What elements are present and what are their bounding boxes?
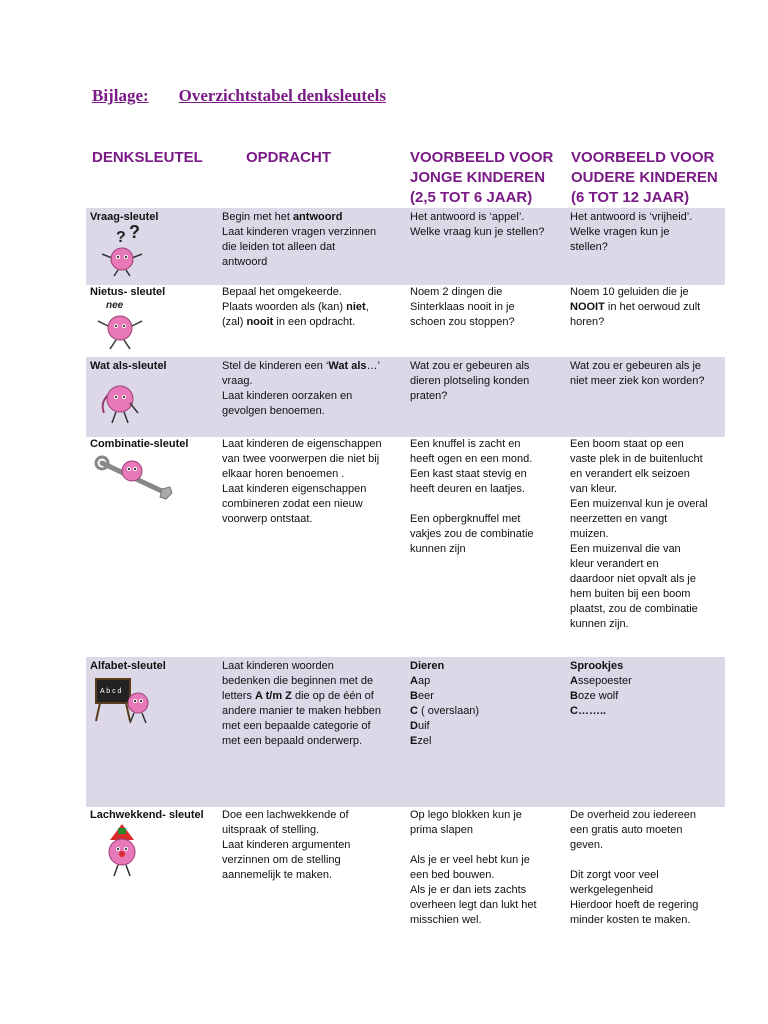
cell-line [222, 255, 406, 270]
text: overheen legt dan lukt het [410, 899, 537, 911]
text: antwoord [222, 256, 268, 268]
text: gevolgen benoemen. [222, 405, 325, 417]
text: hem buiten bij een boom [570, 588, 691, 600]
cell-line [410, 868, 566, 883]
text: een gratis auto moeten [570, 824, 683, 836]
text: Het antwoord is ‘appel’. [410, 211, 525, 223]
opdracht-cell [222, 808, 406, 883]
cell-line [570, 617, 722, 632]
text: Hierdoor hoeft de regering [570, 899, 699, 911]
text: stellen? [570, 241, 608, 253]
text: Welke vraag kun je stellen? [410, 226, 545, 238]
cell-line [410, 467, 566, 482]
cell-line [410, 808, 566, 823]
text: zel [417, 735, 432, 747]
text: Wat zou er gebeuren als je [570, 360, 702, 372]
text: Welke vragen kun je [570, 226, 670, 238]
text: ssepoester [577, 675, 632, 687]
cell-line [222, 452, 406, 467]
cell-line [410, 359, 566, 374]
text: minder kosten te maken. [570, 914, 691, 926]
text: Sinterklaas nooit in je [410, 301, 515, 313]
cell-line [222, 689, 406, 704]
cell-line [410, 853, 566, 868]
text: , [365, 301, 369, 313]
cell-line [410, 512, 566, 527]
cell-line [570, 374, 722, 389]
text: kunnen zijn. [570, 618, 629, 630]
cell-line [222, 853, 406, 868]
text: werkgelegenheid [570, 884, 654, 896]
text: uif [417, 720, 430, 732]
bold-text: antwoord [292, 211, 343, 223]
bold-text: A [410, 675, 418, 687]
cell-line [222, 482, 406, 497]
bold-text: D [410, 720, 418, 732]
table-row [86, 657, 725, 807]
text: kunnen zijn [410, 543, 466, 555]
cell-line [410, 719, 566, 734]
bold-text: A [570, 675, 578, 687]
cell-line [570, 359, 722, 374]
opdracht-cell [222, 210, 406, 270]
text: Stel de kinderen een ‘ [222, 360, 329, 372]
bold-text: Wat als [328, 360, 367, 372]
cell-line [570, 527, 722, 542]
key-name: Combinatie-sleutel [90, 438, 189, 450]
text: horen? [570, 316, 605, 328]
document-title [92, 86, 386, 106]
key-name: Alfabet-sleutel [90, 660, 166, 672]
cell-line [570, 898, 722, 913]
cell-line [410, 883, 566, 898]
text: muizen. [570, 528, 609, 540]
cell-line [570, 240, 722, 255]
nee-character-icon [92, 299, 148, 353]
bold-text: nooit [246, 316, 274, 328]
cell-line [410, 210, 566, 225]
cell-line [570, 315, 722, 330]
cell-line [570, 674, 722, 689]
bold-text: B [410, 690, 418, 702]
cell-line [222, 225, 406, 240]
svg-text:?: ? [129, 224, 140, 242]
cell-line [222, 808, 406, 823]
cell-line [222, 868, 406, 883]
cell-line [570, 868, 722, 883]
young-example-cell [410, 285, 566, 330]
text: combineren zodat een nieuw [222, 498, 363, 510]
bold-text: A t/m Z [255, 690, 292, 702]
cell-line [222, 704, 406, 719]
cell-line [222, 210, 406, 225]
title-main: Overzichtstabel denksleutels [178, 86, 386, 105]
cell-line [410, 542, 566, 557]
cell-line [410, 689, 566, 704]
cell-line [222, 315, 406, 330]
text: Laat kinderen vragen verzinnen [222, 226, 377, 238]
header-denksleutel: DENKSLEUTEL [92, 149, 203, 166]
text: prima slapen [410, 824, 473, 836]
key-name: Wat als-sleutel [90, 360, 167, 372]
cell-line [570, 808, 722, 823]
header-opdracht: OPDRACHT [246, 149, 331, 166]
young-example-cell [410, 210, 566, 240]
text: Noem 10 geluiden die je [570, 286, 689, 298]
wrench-character-icon [92, 453, 176, 503]
cell-line [410, 374, 566, 389]
cell-line [570, 512, 722, 527]
cell-line [410, 482, 566, 497]
older-example-cell [570, 285, 722, 330]
cell-line [222, 719, 406, 734]
cell-line [410, 315, 566, 330]
text: bedenken die beginnen met de [222, 675, 374, 687]
text: Op lego blokken kun je [410, 809, 522, 821]
text: Als je er dan iets zachts [410, 884, 527, 896]
text: in een opdracht. [273, 316, 356, 328]
text: verzinnen om de stelling [222, 854, 341, 866]
opdracht-cell [222, 659, 406, 749]
bold-text: Dieren [410, 660, 445, 672]
cell-line [410, 300, 566, 315]
text: geven. [570, 839, 604, 851]
cell-line [570, 883, 722, 898]
text: plaatst, zou de combinatie [570, 603, 698, 615]
cell-line [570, 659, 722, 674]
key-name: Nietus- sleutel [90, 286, 166, 298]
cell-line [222, 300, 406, 315]
table-row [86, 435, 725, 657]
text: vaste plek in de buitenlucht [570, 453, 703, 465]
bold-text: niet [346, 301, 366, 313]
text: met een bepaald onderwerp. [222, 735, 363, 747]
text: daardoor niet opvalt als je [570, 573, 696, 585]
text: schoen zou stoppen? [410, 316, 515, 328]
text: misschien wel. [410, 914, 482, 926]
bold-text: C [410, 705, 418, 717]
cell-line [570, 823, 722, 838]
text: Een knuffel is zacht en [410, 438, 521, 450]
text: Laat kinderen oorzaken en [222, 390, 353, 402]
text: eer [417, 690, 434, 702]
text: Begin met het [222, 211, 293, 223]
young-example-cell [410, 437, 566, 557]
older-example-cell [570, 437, 722, 632]
text: voorwerp ontstaat. [222, 513, 313, 525]
bold-text: B [570, 690, 578, 702]
cell-line [570, 437, 722, 452]
cell-line [570, 210, 722, 225]
cell-line [570, 300, 722, 315]
key-name: Lachwekkend- sleutel [90, 809, 204, 821]
text: heeft deuren en laatjes. [410, 483, 525, 495]
cell-line [570, 587, 722, 602]
text: praten? [410, 390, 448, 402]
text: uitspraak of stelling. [222, 824, 320, 836]
cell-line [410, 734, 566, 749]
question-marks-character-icon [94, 224, 150, 278]
text: met een bepaalde categorie of [222, 720, 371, 732]
older-example-cell [570, 210, 722, 255]
text: vraag. [222, 375, 253, 387]
text: Laat kinderen argumenten [222, 839, 351, 851]
cell-line [222, 437, 406, 452]
older-example-cell [570, 359, 722, 389]
cell-line [222, 389, 406, 404]
cell-line [222, 734, 406, 749]
cell-line [222, 497, 406, 512]
cell-line [570, 467, 722, 482]
cell-line [570, 838, 722, 853]
text: Een opbergknuffel met [410, 513, 521, 525]
text: Een boom staat op een [570, 438, 684, 450]
cell-line [570, 913, 722, 928]
cell-line [410, 838, 566, 853]
cell-line [570, 557, 722, 572]
text: Wat zou er gebeuren als [410, 360, 530, 372]
cell-line [410, 389, 566, 404]
text: (zal) [222, 316, 247, 328]
cell-line [410, 659, 566, 674]
text: Een muizenval die van [570, 543, 681, 555]
cell-line [410, 527, 566, 542]
cell-line [570, 689, 722, 704]
text: Plaats woorden als (kan) [222, 301, 347, 313]
text: neerzetten en vangt [570, 513, 668, 525]
text: vakjes zou de combinatie [410, 528, 534, 540]
cell-line [222, 374, 406, 389]
text: elkaar horen benoemen . [222, 468, 345, 480]
cell-line [222, 285, 406, 300]
text: Bepaal het omgekeerde. [222, 286, 342, 298]
cell-line [570, 572, 722, 587]
text: ( overslaan) [417, 705, 480, 717]
cell-line [222, 467, 406, 482]
text: oze wolf [577, 690, 619, 702]
table-row [86, 806, 725, 936]
cell-line [570, 853, 722, 868]
chalkboard-text: A b c d [100, 688, 122, 695]
svg-text:?: ? [116, 229, 126, 246]
text: letters [222, 690, 256, 702]
cell-line [570, 542, 722, 557]
cell-line [410, 285, 566, 300]
text: Laat kinderen woorden [222, 660, 334, 672]
key-name: Vraag-sleutel [90, 211, 159, 223]
cell-line [410, 913, 566, 928]
cell-line [222, 512, 406, 527]
older-example-cell [570, 808, 722, 928]
opdracht-cell [222, 437, 406, 527]
header-jonge-kinderen: VOORBEELD VOOR JONGE KINDEREN (2,5 TOT 6 JAAR) [410, 149, 554, 206]
older-example-cell [570, 659, 722, 719]
table-row [86, 283, 725, 357]
text: Noem 2 dingen die [410, 286, 503, 298]
thinking-character-icon [92, 373, 148, 429]
text: Een muizenval kun je overal [570, 498, 708, 510]
cell-line [410, 497, 566, 512]
young-example-cell [410, 808, 566, 928]
cell-line [222, 823, 406, 838]
text: in het oerwoud zult [604, 301, 701, 313]
text: van kleur. [570, 483, 618, 495]
chalkboard-character-icon [92, 675, 156, 725]
cell-line [570, 497, 722, 512]
cell-line [570, 225, 722, 240]
title-prefix: Bijlage: [92, 86, 149, 105]
text: niet meer ziek kon worden? [570, 375, 705, 387]
cell-line [410, 225, 566, 240]
cell-line [410, 674, 566, 689]
cell-line [570, 482, 722, 497]
cell-line [410, 823, 566, 838]
cell-line [570, 704, 722, 719]
cell-line [222, 674, 406, 689]
text: dieren plotseling konden [410, 375, 530, 387]
text: ap [417, 675, 431, 687]
text: heeft ogen en een mond. [410, 453, 533, 465]
young-example-cell [410, 359, 566, 404]
text: die leiden tot alleen dat [222, 241, 336, 253]
opdracht-cell [222, 285, 406, 330]
table-row [86, 357, 725, 437]
bold-text: Sprookjes [570, 660, 624, 672]
text: een bed bouwen. [410, 869, 495, 881]
text: en verandert elk seizoen [570, 468, 690, 480]
bold-text: C…….. [570, 705, 607, 717]
text: Laat kinderen de eigenschappen [222, 438, 382, 450]
text: Het antwoord is ‘vrijheid’. [570, 211, 693, 223]
young-example-cell [410, 659, 566, 749]
opdracht-cell [222, 359, 406, 419]
text: Doe een lachwekkende of [222, 809, 349, 821]
bold-text: E [410, 735, 418, 747]
text: Dit zorgt voor veel [570, 869, 659, 881]
cell-line [570, 452, 722, 467]
bold-text: NOOIT [570, 301, 605, 313]
cell-line [410, 437, 566, 452]
text: kleur verandert en [570, 558, 659, 570]
text: Als je er veel hebt kun je [410, 854, 530, 866]
table-row [86, 208, 725, 285]
cell-line [410, 898, 566, 913]
cell-line [222, 404, 406, 419]
text: De overheid zou iedereen [570, 809, 696, 821]
cell-line [222, 659, 406, 674]
cell-line [222, 838, 406, 853]
text: Laat kinderen eigenschappen [222, 483, 367, 495]
clown-character-icon [100, 822, 144, 878]
nee-label: nee [106, 300, 124, 311]
cell-line [410, 704, 566, 719]
cell-line [570, 285, 722, 300]
text: …’ [366, 360, 380, 372]
cell-line [222, 240, 406, 255]
text: die op de één of [291, 690, 374, 702]
cell-line [222, 359, 406, 374]
cell-line [570, 602, 722, 617]
text: andere manier te maken hebben [222, 705, 381, 717]
cell-line [410, 452, 566, 467]
text: Een kast staat stevig en [410, 468, 527, 480]
text: van twee voorwerpen die niet bij [222, 453, 380, 465]
header-oudere-kinderen: VOORBEELD VOOR OUDERE KINDEREN (6 TOT 12 JAAR) [571, 149, 718, 206]
text: aannemelijk te maken. [222, 869, 333, 881]
